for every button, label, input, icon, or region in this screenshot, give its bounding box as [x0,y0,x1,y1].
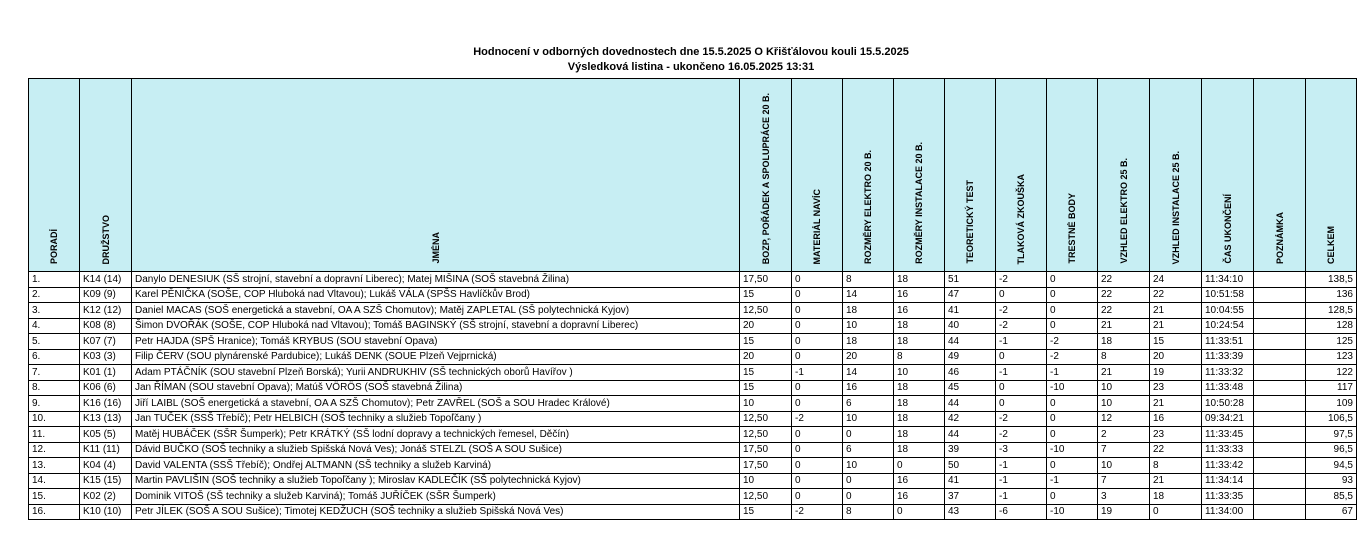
rank-cell: 15. [29,489,80,505]
bozp-cell: 15 [740,504,792,520]
material-cell: 0 [792,473,843,489]
material-cell: 0 [792,318,843,334]
note-cell [1254,442,1306,458]
test-cell: 44 [945,427,996,443]
vzhled-elektro-cell: 8 [1098,349,1150,365]
tlak-cell: 0 [996,380,1047,396]
rozmery-elektro-cell: 8 [843,272,894,288]
rozmery-instalace-cell: 0 [894,458,945,474]
col-header-teoreticky-test: TEORETICKÝ TEST [945,79,996,272]
names-cell: Jan TUČEK (SSŠ Třebíč); Petr HELBICH (SOŠ techniky a služieb Topoľčany ) [132,411,740,427]
test-cell: 44 [945,334,996,350]
material-cell: 0 [792,334,843,350]
material-cell: 0 [792,489,843,505]
time-cell: 11:33:35 [1202,489,1254,505]
note-cell [1254,489,1306,505]
names-cell: Daniel MACAS (SOŠ energetická a stavební, OA A SZŠ Chomutov); Matěj ZAPLETAL (SŠ polytechnická Kyjov) [132,303,740,319]
bozp-cell: 20 [740,318,792,334]
bozp-cell: 15 [740,334,792,350]
vzhled-instalace-cell: 16 [1150,411,1202,427]
vzhled-elektro-cell: 18 [1098,334,1150,350]
rank-cell: 12. [29,442,80,458]
rank-cell: 6. [29,349,80,365]
test-cell: 43 [945,504,996,520]
team-cell: K08 (8) [80,318,132,334]
total-cell: 94,5 [1306,458,1357,474]
table-row [29,489,1357,505]
test-cell: 41 [945,303,996,319]
rozmery-elektro-cell: 0 [843,427,894,443]
material-cell: 0 [792,396,843,412]
time-cell: 10:51:58 [1202,287,1254,303]
bozp-cell: 17,50 [740,272,792,288]
total-cell: 117 [1306,380,1357,396]
header-row [29,79,1357,272]
rozmery-instalace-cell: 16 [894,473,945,489]
note-cell [1254,349,1306,365]
bozp-cell: 12,50 [740,489,792,505]
trestne-cell: 0 [1047,396,1098,412]
table-row [29,504,1357,520]
table-row [29,458,1357,474]
time-cell: 11:33:33 [1202,442,1254,458]
material-cell: 0 [792,380,843,396]
rozmery-instalace-cell: 0 [894,504,945,520]
trestne-cell: 0 [1047,272,1098,288]
trestne-cell: 0 [1047,318,1098,334]
table-row [29,272,1357,288]
material-cell: 0 [792,349,843,365]
rozmery-instalace-cell: 18 [894,411,945,427]
test-cell: 37 [945,489,996,505]
rank-cell: 7. [29,365,80,381]
rozmery-instalace-cell: 8 [894,349,945,365]
note-cell [1254,272,1306,288]
total-cell: 109 [1306,396,1357,412]
tlak-cell: -2 [996,272,1047,288]
team-cell: K06 (6) [80,380,132,396]
tlak-cell: -1 [996,473,1047,489]
trestne-cell: -1 [1047,473,1098,489]
note-cell [1254,411,1306,427]
names-cell: Jan ŘÍMAN (SOU stavební Opava); Matúš VÖRÖS (SOŠ stavebná Žilina) [132,380,740,396]
rank-cell: 11. [29,427,80,443]
rozmery-elektro-cell: 0 [843,473,894,489]
col-header-vzhled-instalace: VZHLED INSTALACE 25 B. [1150,79,1202,272]
total-cell: 85,5 [1306,489,1357,505]
vzhled-instalace-cell: 22 [1150,287,1202,303]
note-cell [1254,318,1306,334]
results-body [29,272,1357,520]
material-cell: 0 [792,458,843,474]
vzhled-instalace-cell: 18 [1150,489,1202,505]
material-cell: -2 [792,504,843,520]
vzhled-elektro-cell: 21 [1098,365,1150,381]
results-table [28,78,1357,520]
table-row [29,287,1357,303]
bozp-cell: 17,50 [740,458,792,474]
total-cell: 97,5 [1306,427,1357,443]
rozmery-elektro-cell: 18 [843,334,894,350]
team-cell: K09 (9) [80,287,132,303]
vzhled-elektro-cell: 22 [1098,272,1150,288]
note-cell [1254,473,1306,489]
vzhled-instalace-cell: 15 [1150,334,1202,350]
col-header-tlakova-zkouska: TLAKOVÁ ZKOUŠKA [996,79,1047,272]
test-cell: 46 [945,365,996,381]
team-cell: K15 (15) [80,473,132,489]
trestne-cell: -10 [1047,504,1098,520]
vzhled-elektro-cell: 22 [1098,303,1150,319]
vzhled-elektro-cell: 22 [1098,287,1150,303]
bozp-cell: 15 [740,287,792,303]
tlak-cell: -1 [996,334,1047,350]
test-cell: 50 [945,458,996,474]
team-cell: K05 (5) [80,427,132,443]
bozp-cell: 17,50 [740,442,792,458]
note-cell [1254,458,1306,474]
total-cell: 96,5 [1306,442,1357,458]
vzhled-elektro-cell: 10 [1098,458,1150,474]
material-cell: 0 [792,442,843,458]
bozp-cell: 12,50 [740,303,792,319]
time-cell: 11:34:14 [1202,473,1254,489]
trestne-cell: -2 [1047,334,1098,350]
col-header-rozmery-elektro: ROZMĚRY ELEKTRO 20 B. [843,79,894,272]
vzhled-elektro-cell: 10 [1098,380,1150,396]
time-cell: 11:34:00 [1202,504,1254,520]
total-cell: 128 [1306,318,1357,334]
vzhled-instalace-cell: 19 [1150,365,1202,381]
col-header-vzhled-elektro: VZHLED ELEKTRO 25 B. [1098,79,1150,272]
trestne-cell: 0 [1047,287,1098,303]
total-cell: 93 [1306,473,1357,489]
team-cell: K02 (2) [80,489,132,505]
material-cell: 0 [792,287,843,303]
vzhled-instalace-cell: 0 [1150,504,1202,520]
names-cell: Šimon DVOŘÁK (SOŠE, COP Hluboká nad Vltavou); Tomáš BAGINSKÝ (SŠ strojní, stavební a dopravní Liberec) [132,318,740,334]
vzhled-elektro-cell: 3 [1098,489,1150,505]
test-cell: 41 [945,473,996,489]
bozp-cell: 12,50 [740,411,792,427]
trestne-cell: 0 [1047,303,1098,319]
bozp-cell: 10 [740,473,792,489]
note-cell [1254,396,1306,412]
page-title: Hodnocení v odborných dovednostech dne 15.5.2025 O Křišťálovou kouli 15.5.2025 [473,46,909,58]
vzhled-instalace-cell: 21 [1150,396,1202,412]
names-cell: Filip ČERV (SOU plynárenské Pardubice); Lukáš DENK (SOUE Plzeň Vejprnická) [132,349,740,365]
tlak-cell: -1 [996,365,1047,381]
test-cell: 40 [945,318,996,334]
time-cell: 11:33:51 [1202,334,1254,350]
time-cell: 11:33:42 [1202,458,1254,474]
rozmery-instalace-cell: 16 [894,489,945,505]
table-row [29,303,1357,319]
time-cell: 10:24:54 [1202,318,1254,334]
time-cell: 11:33:48 [1202,380,1254,396]
vzhled-instalace-cell: 20 [1150,349,1202,365]
col-header-jmena: JMÉNA [132,79,740,272]
rozmery-instalace-cell: 18 [894,318,945,334]
vzhled-elektro-cell: 7 [1098,442,1150,458]
trestne-cell: 0 [1047,458,1098,474]
title-block [0,45,1368,75]
trestne-cell: 0 [1047,427,1098,443]
team-cell: K14 (14) [80,272,132,288]
names-cell: Martin PAVLIŠIN (SOŠ techniky a služieb Topoľčany ); Miroslav KADLEČÍK (SŠ polytechnická Kyjov) [132,473,740,489]
vzhled-elektro-cell: 12 [1098,411,1150,427]
vzhled-instalace-cell: 23 [1150,427,1202,443]
vzhled-elektro-cell: 2 [1098,427,1150,443]
rank-cell: 3. [29,303,80,319]
rank-cell: 14. [29,473,80,489]
tlak-cell: -2 [996,411,1047,427]
table-row [29,411,1357,427]
time-cell: 09:34:21 [1202,411,1254,427]
vzhled-elektro-cell: 19 [1098,504,1150,520]
rozmery-elektro-cell: 14 [843,287,894,303]
rozmery-instalace-cell: 16 [894,303,945,319]
trestne-cell: -10 [1047,442,1098,458]
note-cell [1254,427,1306,443]
tlak-cell: 0 [996,349,1047,365]
rozmery-elektro-cell: 6 [843,442,894,458]
time-cell: 10:50:28 [1202,396,1254,412]
time-cell: 11:33:45 [1202,427,1254,443]
table-row [29,318,1357,334]
col-header-cas-ukonceni: ČAS UKONČENÍ [1202,79,1254,272]
total-cell: 138,5 [1306,272,1357,288]
team-cell: K13 (13) [80,411,132,427]
trestne-cell: 0 [1047,411,1098,427]
table-row [29,427,1357,443]
team-cell: K16 (16) [80,396,132,412]
test-cell: 49 [945,349,996,365]
col-header-poznamka: POZNÁMKA [1254,79,1306,272]
material-cell: 0 [792,272,843,288]
bozp-cell: 20 [740,349,792,365]
note-cell [1254,303,1306,319]
table-row [29,365,1357,381]
test-cell: 42 [945,411,996,427]
time-cell: 11:34:10 [1202,272,1254,288]
col-header-rozmery-instalace: ROZMĚRY INSTALACE 20 B. [894,79,945,272]
time-cell: 10:04:55 [1202,303,1254,319]
table-row [29,442,1357,458]
rozmery-instalace-cell: 18 [894,396,945,412]
trestne-cell: -1 [1047,365,1098,381]
col-header-poradi: PORADÍ [29,79,80,272]
rank-cell: 2. [29,287,80,303]
vzhled-elektro-cell: 10 [1098,396,1150,412]
team-cell: K01 (1) [80,365,132,381]
rozmery-elektro-cell: 14 [843,365,894,381]
tlak-cell: -3 [996,442,1047,458]
tlak-cell: -2 [996,318,1047,334]
material-cell: -1 [792,365,843,381]
vzhled-instalace-cell: 21 [1150,318,1202,334]
table-row [29,349,1357,365]
total-cell: 122 [1306,365,1357,381]
rank-cell: 5. [29,334,80,350]
tlak-cell: -6 [996,504,1047,520]
vzhled-instalace-cell: 24 [1150,272,1202,288]
rank-cell: 4. [29,318,80,334]
rozmery-elektro-cell: 10 [843,411,894,427]
col-header-material: MATERIÁL NAVÍC [792,79,843,272]
table-row [29,334,1357,350]
col-header-trestne-body: TRESTNÉ BODY [1047,79,1098,272]
material-cell: 0 [792,303,843,319]
col-header-bozp: BOZP, POŘÁDEK A SPOLUPRÁCE 20 B. [740,79,792,272]
test-cell: 44 [945,396,996,412]
tlak-cell: -1 [996,458,1047,474]
rozmery-instalace-cell: 16 [894,287,945,303]
note-cell [1254,504,1306,520]
page-subtitle: Výsledková listina - ukončeno 16.05.2025 13:31 [567,61,815,73]
rozmery-elektro-cell: 8 [843,504,894,520]
rank-cell: 1. [29,272,80,288]
total-cell: 128,5 [1306,303,1357,319]
vzhled-instalace-cell: 21 [1150,473,1202,489]
table-row [29,396,1357,412]
bozp-cell: 10 [740,396,792,412]
vzhled-instalace-cell: 22 [1150,442,1202,458]
note-cell [1254,365,1306,381]
tlak-cell: -1 [996,489,1047,505]
names-cell: Petr HAJDA (SPŠ Hranice); Tomáš KRYBUS (SOU stavební Opava) [132,334,740,350]
vzhled-instalace-cell: 8 [1150,458,1202,474]
team-cell: K12 (12) [80,303,132,319]
total-cell: 136 [1306,287,1357,303]
note-cell [1254,287,1306,303]
names-cell: David VALENTA (SSŠ Třebíč); Ondřej ALTMANN (SŠ techniky a služeb Karviná) [132,458,740,474]
names-cell: Dominik VITOŠ (SŠ techniky a služeb Karviná); Tomáš JUŘÍČEK (SŠR Šumperk) [132,489,740,505]
trestne-cell: -10 [1047,380,1098,396]
names-cell: Adam PTÁČNÍK (SOU stavební Plzeň Borská); Yurii ANDRUKHIV (SŠ technických oborů Havířov ) [132,365,740,381]
rank-cell: 10. [29,411,80,427]
time-cell: 11:33:39 [1202,349,1254,365]
time-cell: 11:33:32 [1202,365,1254,381]
rozmery-instalace-cell: 18 [894,442,945,458]
team-cell: K03 (3) [80,349,132,365]
rozmery-elektro-cell: 0 [843,489,894,505]
rozmery-instalace-cell: 18 [894,380,945,396]
test-cell: 51 [945,272,996,288]
names-cell: Petr JÍLEK (SOŠ A SOU Sušice); Timotej KEDŽUCH (SOŠ techniky a služieb Spišská Nová Ves) [132,504,740,520]
team-cell: K10 (10) [80,504,132,520]
rozmery-elektro-cell: 16 [843,380,894,396]
names-cell: Jiří LAIBL (SOŠ energetická a stavební, OA A SZŠ Chomutov); Petr ZAVŘEL (SOŠ a SOU Hradec Králové) [132,396,740,412]
rozmery-instalace-cell: 10 [894,365,945,381]
rozmery-elektro-cell: 6 [843,396,894,412]
total-cell: 67 [1306,504,1357,520]
rozmery-instalace-cell: 18 [894,334,945,350]
note-cell [1254,334,1306,350]
names-cell: Karel PĚNIČKA (SOŠE, COP Hluboká nad Vltavou); Lukáš VÁLA (SPŠS Havlíčkův Brod) [132,287,740,303]
trestne-cell: -2 [1047,349,1098,365]
tlak-cell: 0 [996,396,1047,412]
team-cell: K04 (4) [80,458,132,474]
vzhled-elektro-cell: 7 [1098,473,1150,489]
vzhled-instalace-cell: 21 [1150,303,1202,319]
vzhled-instalace-cell: 23 [1150,380,1202,396]
bozp-cell: 15 [740,365,792,381]
rozmery-instalace-cell: 18 [894,427,945,443]
note-cell [1254,380,1306,396]
rank-cell: 13. [29,458,80,474]
rozmery-elektro-cell: 10 [843,318,894,334]
trestne-cell: 0 [1047,489,1098,505]
rank-cell: 9. [29,396,80,412]
total-cell: 106,5 [1306,411,1357,427]
rank-cell: 16. [29,504,80,520]
rank-cell: 8. [29,380,80,396]
names-cell: Dávid BUČKO (SOŠ techniky a služieb Spišská Nová Ves); Jonáš STELZL (SOŠ A SOU Sušice) [132,442,740,458]
col-header-celkem: CELKEM [1306,79,1357,272]
rozmery-elektro-cell: 10 [843,458,894,474]
bozp-cell: 15 [740,380,792,396]
team-cell: K11 (11) [80,442,132,458]
bozp-cell: 12,50 [740,427,792,443]
table-row [29,380,1357,396]
rozmery-elektro-cell: 20 [843,349,894,365]
names-cell: Matěj HUBÁČEK (SŠR Šumperk); Petr KRÁTKÝ (SŠ lodní dopravy a technických řemesel, Děčín) [132,427,740,443]
team-cell: K07 (7) [80,334,132,350]
test-cell: 39 [945,442,996,458]
total-cell: 125 [1306,334,1357,350]
total-cell: 123 [1306,349,1357,365]
rozmery-instalace-cell: 18 [894,272,945,288]
test-cell: 47 [945,287,996,303]
tlak-cell: 0 [996,287,1047,303]
table-row [29,473,1357,489]
col-header-druzstvo: DRUŽSTVO [80,79,132,272]
material-cell: -2 [792,411,843,427]
material-cell: 0 [792,427,843,443]
rozmery-elektro-cell: 18 [843,303,894,319]
tlak-cell: -2 [996,303,1047,319]
names-cell: Danylo DENESIUK (SŠ strojní, stavební a dopravní Liberec); Matej MIŠINA (SOŠ stavebná Žilina) [132,272,740,288]
test-cell: 45 [945,380,996,396]
vzhled-elektro-cell: 21 [1098,318,1150,334]
tlak-cell: -2 [996,427,1047,443]
